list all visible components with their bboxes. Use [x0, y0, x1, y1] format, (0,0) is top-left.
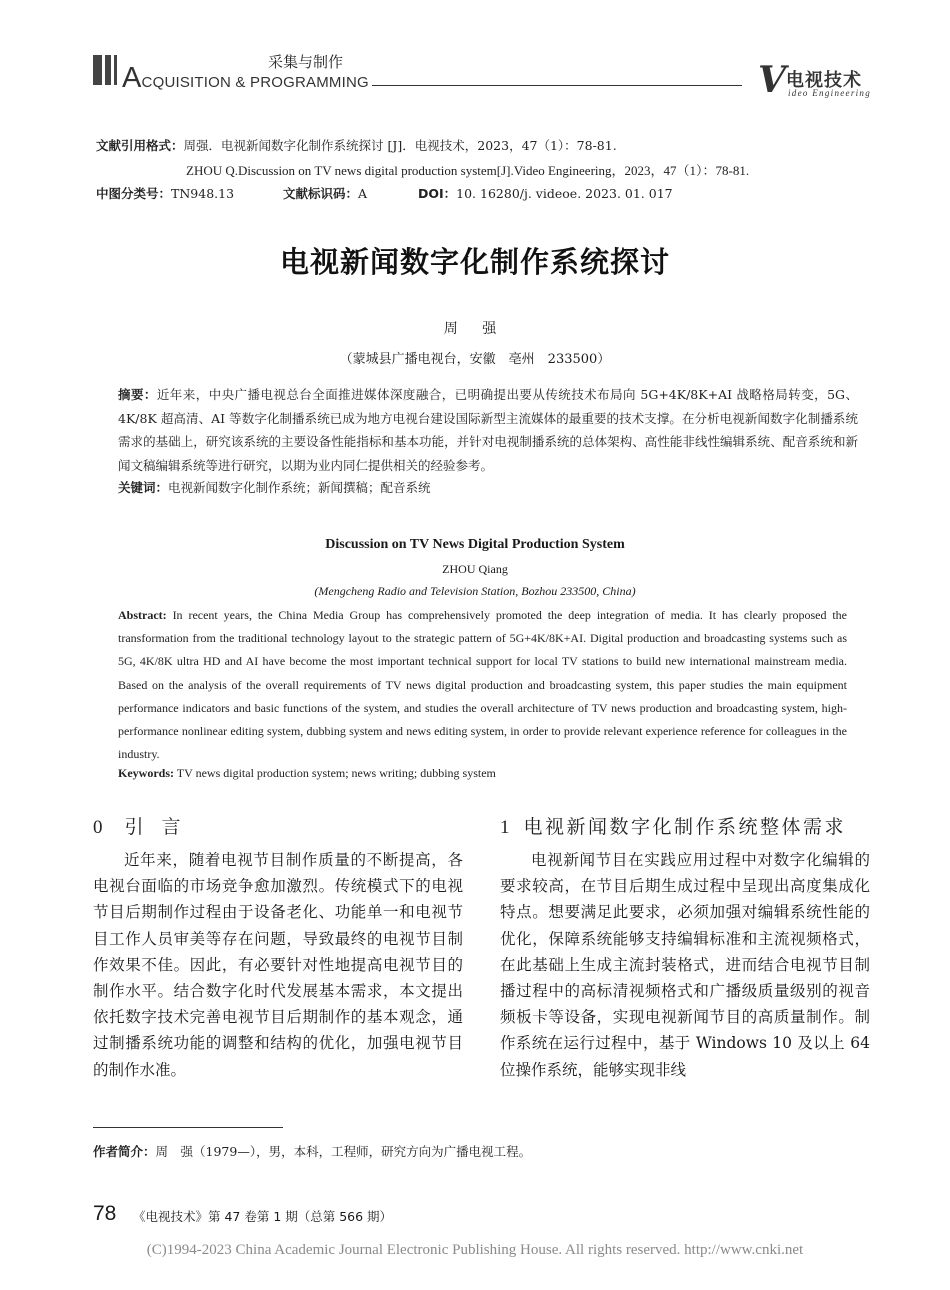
doc-label: 文献标识码： [283, 186, 359, 201]
doc-value: A [358, 186, 368, 201]
clc-value: TN948.13 [171, 186, 235, 201]
affiliation-en: (Mengcheng Radio and Television Station, Bozhou 233500, China) [314, 584, 636, 598]
copyright-watermark: (C)1994-2023 China Academic Journal Electronic Publishing House. All rights reserved. http://www.cnki.net [146, 1242, 804, 1258]
keywords-cn-text: 电视新闻数字化制作系统；新闻撰稿；配音系统 [168, 480, 431, 495]
section-label-initial: A [122, 62, 142, 94]
journal-logo-cn: 电视技术 [786, 70, 862, 91]
doi-label: DOI： [418, 186, 457, 201]
doc-code [283, 184, 367, 202]
keywords-en-text: TV news digital production system; news writing; dubbing system [176, 766, 496, 780]
section-0-paragraph: 近年来，随着电视节目制作质量的不断提高，各电视台面临的市场竞争愈加激烈。传统模式下的电视节目后期制作过程由于设备老化、功能单一和电视节目工作人员审美等存在问题，导致最终的电视节目制作效果不佳。因此，有必要针对性地提高电视节目的制作水平。结合数字化时代发展基本需求，本文提出依托数字技术完善电视节目后期制作的基本观念，通过制播系统功能的调整和结构的优化，加强电视节目的制作水准。 [93, 851, 463, 1079]
section-1-heading [500, 812, 846, 839]
footnote-label: 作者简介： [93, 1144, 156, 1159]
section-label-cn: 采集与制作 [268, 53, 344, 71]
author-en: ZHOU Qiang [442, 562, 508, 576]
citation-en: ZHOU Q.Discussion on TV news digital production system[J].Video Engineering，2023，47（1）：78-81. [186, 163, 750, 178]
header-rule [372, 85, 742, 86]
keywords-cn [118, 478, 431, 496]
journal-issue: 《电视技术》第 47 卷第 1 期（总第 566 期） [133, 1209, 393, 1224]
section-bar-icon [93, 55, 123, 85]
abstract-en-label: Abstract: [118, 608, 167, 622]
abstract-cn-label: 摘要： [118, 387, 157, 402]
clc-label: 中图分类号： [96, 186, 172, 201]
keywords-cn-label: 关键词： [118, 480, 169, 495]
section-0-number: 0 [93, 817, 103, 838]
section-0-title: 引言 [124, 816, 199, 838]
clc-number [96, 184, 234, 202]
author-footnote [93, 1142, 531, 1160]
doi-value: 10. 16280/j. videoe. 2023. 01. 017 [456, 186, 673, 201]
section-1-paragraph: 电视新闻节目在实践应用过程中对数字化编辑的要求较高，在节目后期生成过程中呈现出高度集成化特点。想要满足此要求，必须加强对编辑系统性能的优化，保障系统能够支持编辑标准和主流视频格式，在此基础上生成主流封装格式，进而结合电视节目制播过程中的高标清视频格式和广播级质量级别的视音频板卡等设备，实现电视新闻节目的高质量制作。制作系统在运行过程中，基于 Windows 10 及以上 64 位操作系统，能够实现非线 [500, 851, 870, 1079]
keywords-en-label: Keywords: [118, 766, 174, 780]
section-0-heading [93, 812, 199, 839]
journal-logo-mark: V [758, 59, 786, 101]
abstract-cn [118, 383, 858, 477]
author-affiliation: （蒙城县广播电视台，安徽 亳州 233500） [339, 352, 611, 367]
citation-cn [96, 136, 617, 154]
section-1-title: 电视新闻数字化制作系统整体需求 [523, 816, 847, 838]
journal-logo-en: ideo Engineering [788, 88, 872, 98]
keywords-en [118, 766, 496, 781]
abstract-en-text: In recent years, the China Media Group has comprehensively promoted the deep integration of media. It has clearly proposed the transformation from the traditional technology layout to the strategic pattern of 5G+4K/8K+AI. Digital production and broadcasting systems such as 5G, 4K/8K ultra HD and AI have become the most important technical support for local TV stations to build new international mainstream media. Based on the analysis of the overall requirements of TV news digital production and broadcasting system, this paper studies the main equipment performance indicators and basic functions of the system, and studies the overall architecture of TV news production and broadcasting system, high-performance nonlinear editing system, dubbing system and news editing system, in order to provide relevant experience reference for colleagues in the industry. [118, 608, 848, 762]
section-0-body [93, 847, 463, 1083]
abstract-en [118, 604, 847, 766]
article-title: 电视新闻数字化制作系统探讨 [279, 245, 670, 279]
footnote-rule [93, 1127, 283, 1128]
citation-label: 文献引用格式： [96, 138, 184, 153]
citation-cn-text: 周强．电视新闻数字化制作系统探讨 [J]．电视技术，2023，47（1）：78-81. [183, 138, 617, 153]
section-1-number: 1 [500, 817, 510, 838]
page-number: 78 [93, 1202, 117, 1225]
author-name: 周 强 [443, 321, 507, 337]
section-label-rest: CQUISITION & PROGRAMMING [141, 74, 369, 91]
abstract-cn-text: 近年来，中央广播电视总台全面推进媒体深度融合，已明确提出要从传统技术布局向 5G+4K/8K+AI 战略格局转变，5G、4K/8K 超高清、AI 等数字化制播系统已成为地方电视台建设国际新型主流媒体的最重要的技术支撑。在分析电视新闻数字化制播系统需求的基础上，研究该系统的主要设备性能指标和基本功能，并针对电视制播系统的总体架构、高性能非线性编辑系统、配音系统和新闻文稿编辑系统等进行研究，以期为业内同仁提供相关的经验参考。 [118, 387, 858, 473]
section-1-body [500, 847, 870, 1083]
title-en: Discussion on TV News Digital Production System [325, 537, 625, 552]
footnote-text: 周 强（1979—），男，本科，工程师，研究方向为广播电视工程。 [155, 1144, 532, 1159]
doi [418, 184, 673, 202]
